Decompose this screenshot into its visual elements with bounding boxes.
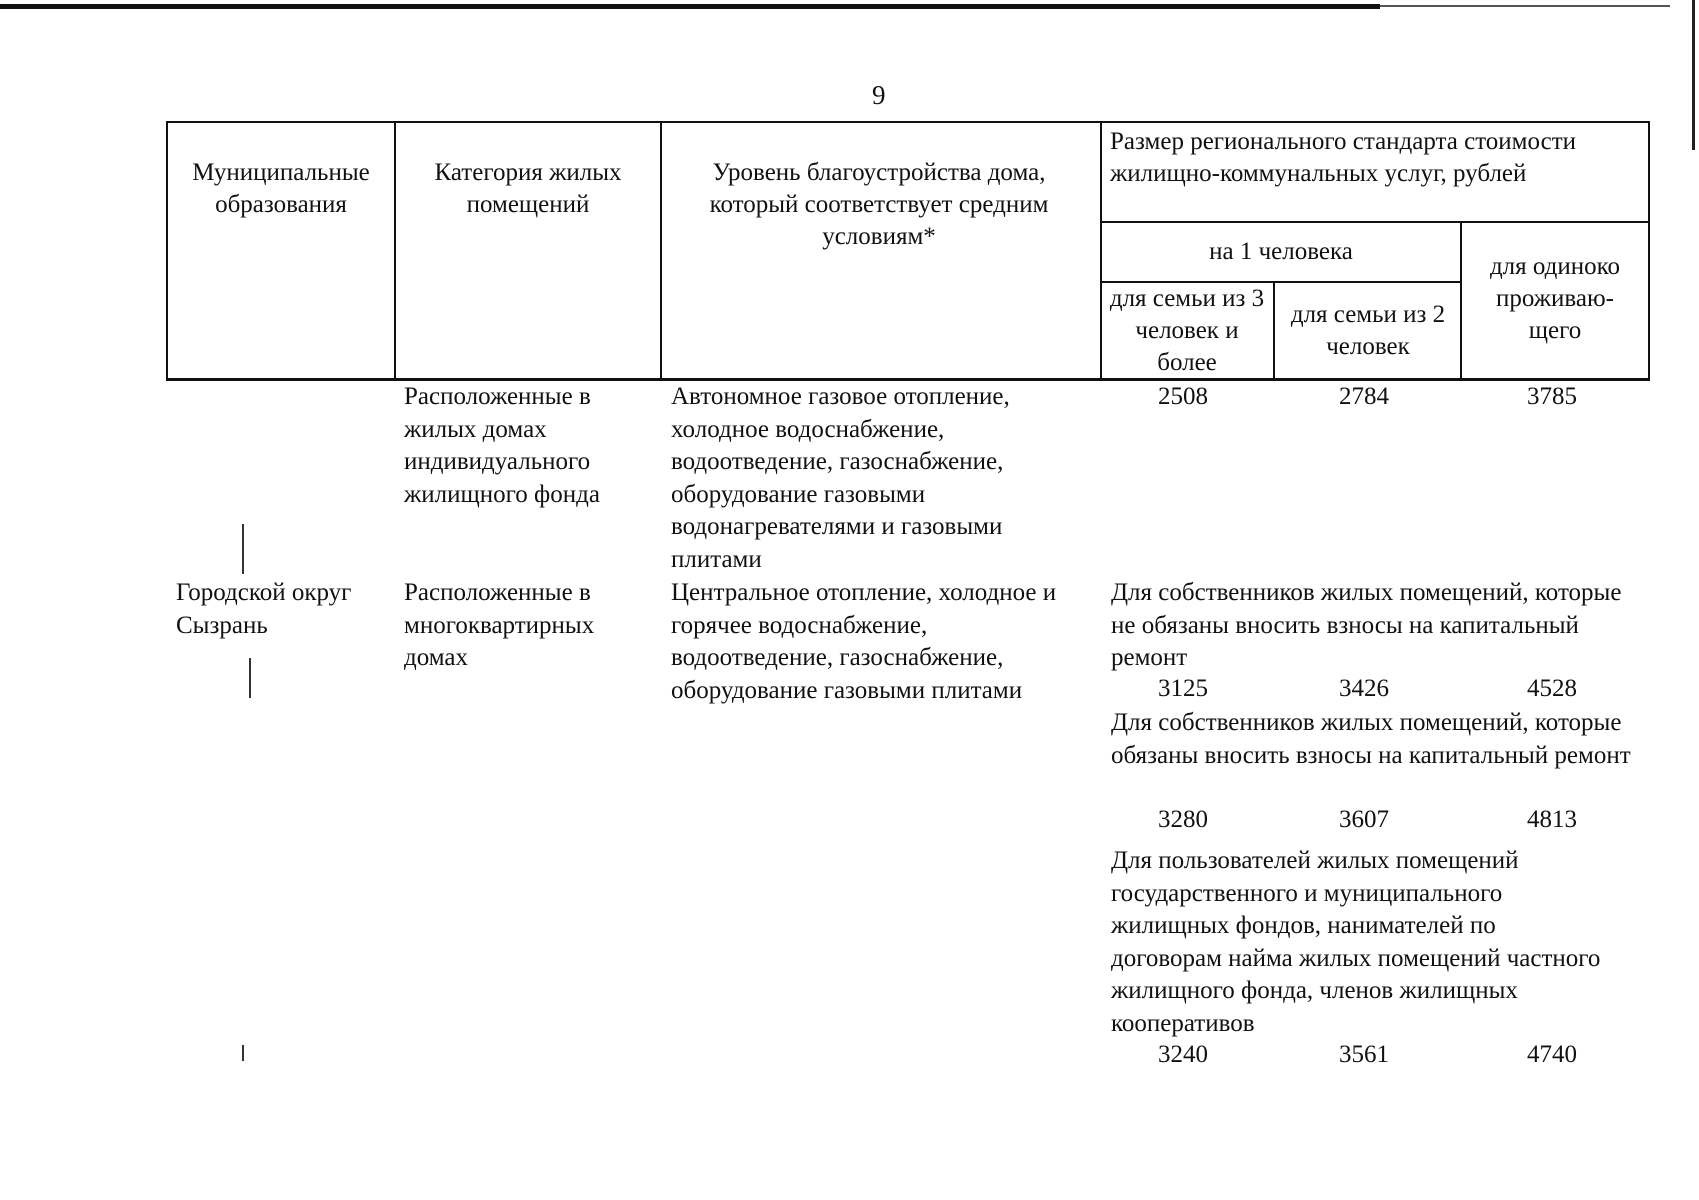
header-family-2: для семьи из 2 человек: [1290, 301, 1446, 360]
header-divider-2: [660, 121, 662, 380]
group2-value-family2: 3607: [1339, 806, 1389, 833]
header-family-3: для семьи из 3 человек и более: [1109, 285, 1265, 376]
row1-category: Расположенные в жилых домах индивидуального жилищного фонда: [404, 383, 600, 508]
row2-level: Центральное отопление, холодное и горячее водоснабжение, водоотведение, газоснабжение, оборудование газовыми плитами: [671, 579, 1057, 704]
header-category: Категория жилых помещений: [434, 159, 622, 218]
header-single: для одиноко проживаю-щего: [1489, 253, 1621, 344]
group1-value-family2: 3426: [1339, 675, 1389, 702]
row1-value-family2: 2784: [1339, 383, 1389, 410]
scan-top-border-faint: [1380, 5, 1670, 7]
group3-value-single: 4740: [1527, 1041, 1577, 1068]
group3-value-family3: 3240: [1158, 1041, 1208, 1068]
scan-right-edge: [1692, 0, 1695, 150]
group1-value-family3: 3125: [1158, 675, 1208, 702]
row1-value-single: 3785: [1527, 383, 1577, 410]
header-per-person: на 1 человека: [1209, 238, 1353, 265]
scan-mark: [242, 524, 244, 574]
group2-value-family3: 3280: [1158, 806, 1208, 833]
scan-mark: [242, 1045, 244, 1061]
header-size-underline: [1100, 221, 1650, 223]
row1-level: Автономное газовое отопление, холодное водоснабжение, водоотведение, газоснабжение, оборудование газовыми водонагревателями и газовыми плитами: [671, 383, 1010, 573]
group1-value-single: 4528: [1527, 675, 1577, 702]
header-border-top: [166, 121, 1650, 123]
group3-value-family2: 3561: [1339, 1041, 1389, 1068]
row2-category: Расположенные в многоквартирных домах: [404, 579, 595, 671]
header-level: Уровень благоустройства дома, который соответствует средним условиям*: [709, 159, 1049, 250]
header-border-left: [166, 121, 168, 380]
scan-mark: [249, 658, 251, 698]
header-border-right: [1648, 121, 1650, 380]
header-size: Размер регионального стандарта стоимости жилищно-коммунальных услуг, рублей: [1110, 128, 1577, 187]
row1-value-family3: 2508: [1158, 383, 1208, 410]
header-divider-family: [1273, 281, 1275, 380]
header-divider-1: [394, 121, 396, 380]
page-number: 9: [872, 80, 886, 110]
scan-top-border: [0, 4, 1380, 9]
group3-label: Для пользователей жилых помещений государственного и муниципального жилищных фондов, нанимателей по договорам найма жилых помещений частного жилищного фонда, членов жилищных кооперативов: [1111, 847, 1601, 1037]
group2-label: Для собственников жилых помещений, которые обязаны вносить взносы на капитальный ремонт: [1111, 709, 1631, 769]
group1-label: Для собственников жилых помещений, которые не обязаны вносить взносы на капитальный ремонт: [1111, 579, 1622, 671]
row2-municipality: Городской округ Сызрань: [176, 579, 352, 639]
group2-value-single: 4813: [1527, 806, 1577, 833]
header-divider-single: [1460, 221, 1462, 380]
header-municipality: Муниципальные образования: [192, 159, 370, 218]
